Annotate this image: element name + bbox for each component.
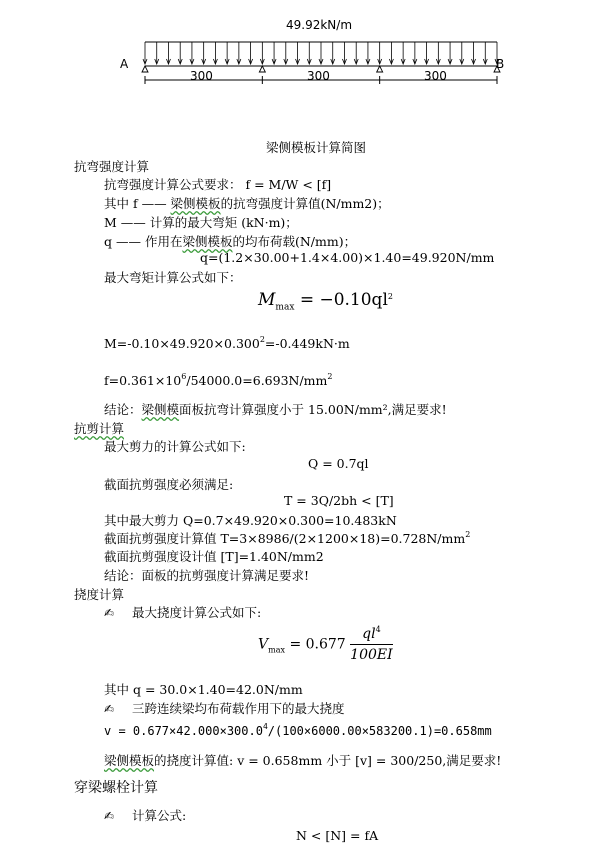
vmax-lhs: V <box>258 636 269 653</box>
where-f-line <box>104 194 390 212</box>
M-calc-a: M=-0.10×49.920×0.300 <box>104 336 260 351</box>
where-q-line <box>104 232 356 250</box>
load-label: 49.92kN/m <box>286 18 353 32</box>
shear-heading: 抗剪计算 <box>74 421 125 436</box>
mmax-rhs: = −0.10ql <box>299 290 388 310</box>
pen-bullet-icon-3: ✍ <box>104 809 115 823</box>
bending-formula-req: 抗弯强度计算公式要求： f = M/W < [f] <box>104 177 332 192</box>
load-arrows <box>143 42 499 64</box>
bolt-heading: 穿梁螺栓计算 <box>74 780 158 796</box>
deflection-intro: 最大挠度计算公式如下: <box>132 605 262 620</box>
diagram-caption: 梁侧模板计算简图 <box>266 140 367 155</box>
shear-conclusion: 结论：面板的抗剪强度计算满足要求! <box>104 568 310 583</box>
M-calc-b: =-0.449kN·m <box>264 336 350 351</box>
shear-intro: 最大剪力的计算公式如下: <box>104 439 246 454</box>
v-calc-b: /(100×6000.00×583200.1)=0.658mm <box>267 724 492 738</box>
T-calc <box>104 529 470 547</box>
v-calc-a: v = 0.677×42.000×300.0 <box>104 724 263 738</box>
support-triangle <box>259 66 265 72</box>
vmax-coef: = 0.677 <box>289 636 346 653</box>
mmax-lhs: M <box>258 290 276 310</box>
M-calc-exp: 2 <box>259 335 265 344</box>
T-calc-exp: 2 <box>465 530 471 539</box>
three-span-text: 三跨连续梁均布荷载作用下的最大挠度 <box>132 701 345 716</box>
vmax-denominator <box>350 645 392 663</box>
f-calc-exp2: 2 <box>327 372 333 381</box>
support-a-label: A <box>120 57 129 71</box>
deflection-heading: 挠度计算 <box>74 587 125 602</box>
span-label-3: 300 <box>424 69 447 83</box>
pen-bullet-icon-2: ✍ <box>104 702 115 716</box>
deflection-q-line: 其中 q = 30.0×1.40=42.0N/mm <box>104 682 303 697</box>
vmax-num-exp: 4 <box>375 625 381 634</box>
mmax-exp: 2 <box>387 292 393 301</box>
deflection-final-mark: 梁侧模板 <box>104 753 155 768</box>
q-calc: q=(1.2×30.00+1.4×4.00)×1.40=49.920N/mm <box>200 250 495 265</box>
T-design: 截面抗剪强度设计值 [T]=1.40N/mm2 <box>104 549 324 564</box>
where-f-post: 的抗弯强度计算值(N/mm2)； <box>220 196 390 211</box>
vmax-numerator <box>350 626 392 645</box>
bending-conclusion-mark: 梁侧模 <box>141 402 180 417</box>
f-calc-b: /54000.0=6.693N/mm <box>186 373 328 388</box>
where-q-post: 的均布荷载(N/mm)； <box>232 234 357 249</box>
bolt-formula-label-line <box>104 806 186 824</box>
bending-heading: 抗弯强度计算 <box>74 159 150 174</box>
vmax-formula <box>258 626 393 663</box>
where-f-mark: 梁侧模板 <box>170 196 221 211</box>
f-calc <box>104 373 332 388</box>
support-b-label: B <box>496 57 505 71</box>
v-calc <box>104 724 492 738</box>
vmax-den-text: 100EI <box>350 647 393 663</box>
span-label-2: 300 <box>307 69 330 83</box>
pen-bullet-icon: ✍ <box>104 606 115 620</box>
Q-formula: Q = 0.7ql <box>308 456 369 471</box>
M-calc <box>104 336 350 351</box>
where-q-mark: 梁侧模板 <box>182 234 233 249</box>
mmax-formula <box>258 290 393 312</box>
support-triangle <box>142 66 148 72</box>
f-calc-a: f=0.361×10 <box>104 373 182 388</box>
bolt-formula-label: 计算公式: <box>132 808 187 823</box>
moment-intro: 最大弯矩计算公式如下： <box>104 270 242 285</box>
mmax-sub: max <box>275 302 295 313</box>
bending-conclusion <box>104 400 447 418</box>
f-calc-exp: 6 <box>181 372 187 381</box>
v-calc-exp: 4 <box>262 722 268 731</box>
bending-conclusion-pre: 结论： <box>104 402 142 417</box>
vmax-fraction <box>350 626 392 663</box>
support-triangle <box>377 66 383 72</box>
bolt-formula: N < [N] = fA <box>296 828 379 843</box>
deflection-final <box>104 751 501 769</box>
vmax-num-text: ql <box>362 626 376 642</box>
span-label-1: 300 <box>190 69 213 83</box>
deflection-final-post: 的挠度计算值: v = 0.658mm 小于 [v] = 300/250,满足要求! <box>154 753 502 768</box>
deflection-intro-line <box>104 603 261 621</box>
three-span-line <box>104 699 345 717</box>
vmax-sub: max <box>268 645 285 655</box>
T-calc-a: 截面抗剪强度计算值 T=3×8986/(2×1200×18)=0.728N/mm <box>104 531 466 546</box>
shear-req: 截面抗剪强度必须满足: <box>104 477 234 492</box>
where-f-pre: 其中 f —— <box>104 196 171 211</box>
where-q-pre: q —— 作用在 <box>104 234 183 249</box>
where-M-line: M —— 计算的最大弯矩 (kN·m)； <box>104 215 298 230</box>
bending-conclusion-post: 面板抗弯计算强度小于 15.00N/mm²,满足要求! <box>179 402 447 417</box>
T-formula: T = 3Q/2bh < [T] <box>284 493 394 508</box>
Q-calc: 其中最大剪力 Q=0.7×49.920×0.300=10.483kN <box>104 513 397 528</box>
